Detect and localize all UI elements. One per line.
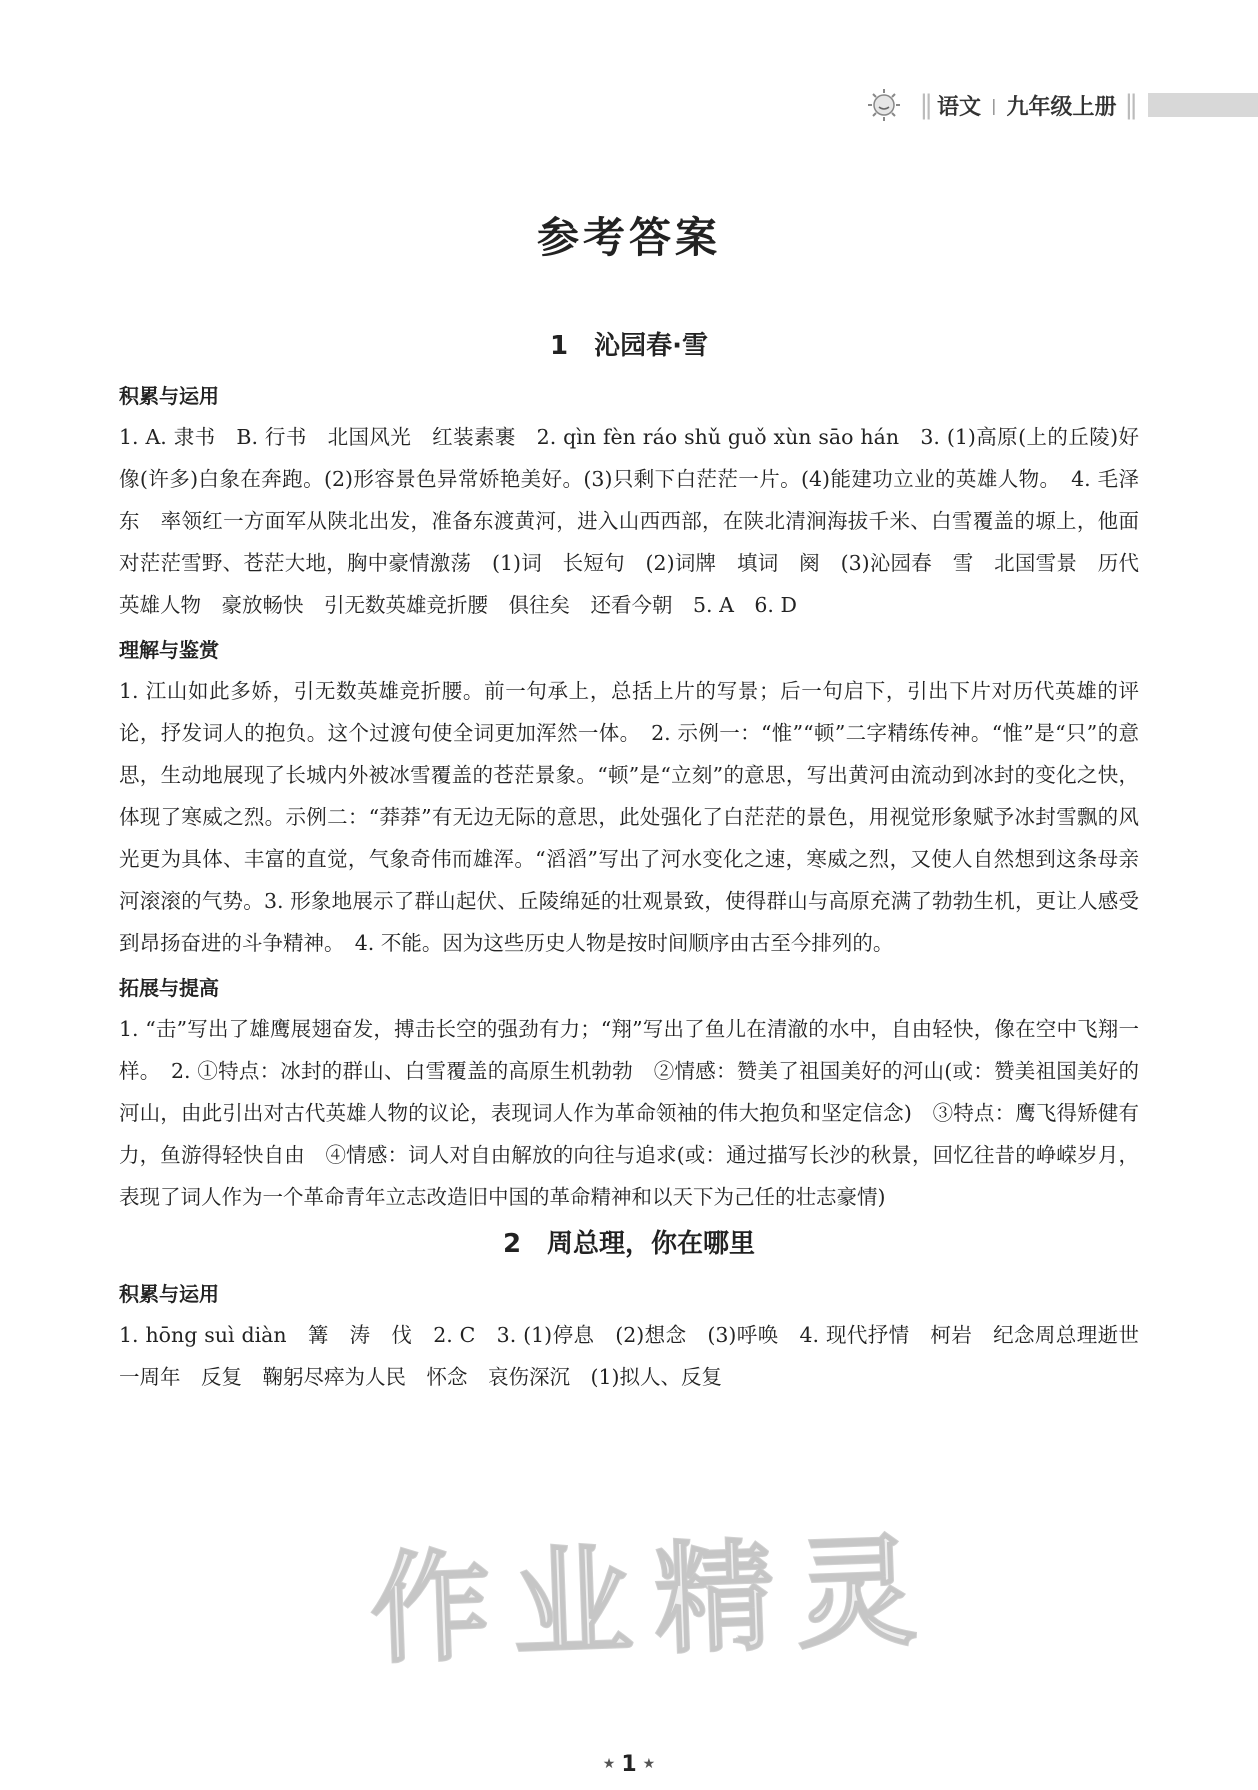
page-title: 参考答案 bbox=[536, 213, 721, 262]
answer-paragraph: 1. 江山如此多娇，引无数英雄竞折腰。前一句承上，总括上片的写景；后一句启下，引出下片对历代英雄的评论，抒发词人的抱负。这个过渡句使全词更加浑然一体。 2. 示例一：“惟”“顿”二字精练传神。“惟”是“只”的意思，生动地展现了长城内外被冰雪覆盖的苍茫景象。“顿”是“立刻”的意思，写出黄河由流动到冰封的变化之快，体现了寒威之烈。示例二：“莽莽”有无边无际的意思，此处强化了白茫茫的景色，用视觉形象赋予冰封雪飘的风光更为具体、丰富的直觉，气象奇伟而雄浑。“滔滔”写出了河水变化之速，寒威之烈，又使人自然想到这条母亲河滚滚的气势。3. 形象地展示了群山起伏、丘陵绵延的壮观景致，使得群山与高原充满了勃勃生机，更让人感受到昂扬奋进的斗争精神。 4. 不能。因为这些历史人物是按时间顺序由古至今排列的。 bbox=[119, 679, 1139, 955]
chapter-heading bbox=[119, 320, 1139, 372]
page-number: 1 bbox=[621, 1752, 637, 1777]
header-divider: || bbox=[1124, 90, 1134, 120]
page-footer bbox=[0, 1752, 1258, 1777]
header-grade: 九年级上册 bbox=[1006, 94, 1117, 120]
header-divider: || bbox=[919, 90, 930, 120]
star-icon: ★ bbox=[602, 1756, 616, 1772]
chapter-number: 1 bbox=[550, 331, 569, 361]
answer-content bbox=[119, 320, 1139, 1398]
chapter-title: 周总理，你在哪里 bbox=[547, 1229, 756, 1259]
watermark: 作业精灵 bbox=[368, 1522, 941, 1681]
section-heading: 拓展与提高 bbox=[119, 976, 219, 1000]
answer-paragraph: 1. A. 隶书 B. 行书 北国风光 红装素裹 2. qìn fèn ráo shǔ guǒ xùn sāo hán 3. (1)高原(上的丘陵)好像(许多)白象在奔跑。(2)形容景色异常娇艳美好。(3)只剩下白茫茫一片。(4)能建功立业的英雄人物。 4. 毛泽东 率领红一方面军从陕北出发，准备东渡黄河，进入山西西部，在陕北清涧海拔千米、白雪覆盖的塬上，他面对茫茫雪野、苍茫大地，胸中豪情激荡 (1)词 长短句 (2)词牌 填词 阕 (3)沁园春 雪 北国雪景 历代英雄人物 豪放畅快 引无数英雄竞折腰 俱往矣 还看今朝 5. A 6. D bbox=[119, 425, 1139, 617]
section-heading: 理解与鉴赏 bbox=[119, 638, 219, 662]
chapter-title: 沁园春·雪 bbox=[594, 331, 708, 361]
header-strip bbox=[1148, 93, 1258, 117]
chapter-heading bbox=[119, 1218, 1139, 1270]
star-icon: ★ bbox=[642, 1756, 656, 1772]
answer-paragraph: 1. hōng suì diàn 篝 涛 伐 2. C 3. (1)停息 (2)想念 (3)呼唤 4. 现代抒情 柯岩 纪念周总理逝世一周年 反复 鞠躬尽瘁为人民 怀念 哀伤深沉 (1)拟人、反复 bbox=[119, 1323, 1139, 1389]
chapter-number: 2 bbox=[502, 1229, 522, 1259]
answer-paragraph: 1. “击”写出了雄鹰展翅奋发，搏击长空的强劲有力；“翔”写出了鱼儿在清澈的水中，自由轻快，像在空中飞翔一样。 2. ①特点：冰封的群山、白雪覆盖的高原生机勃勃 ②情感：赞美了祖国美好的河山(或：赞美祖国美好的河山，由此引出对古代英雄人物的议论，表现词人作为革命领袖的伟大抱负和坚定信念) ③特点：鹰飞得矫健有力，鱼游得轻快自由 ④情感：词人对自由解放的向往与追求(或：通过描写长沙的秋景，回忆往昔的峥嵘岁月，表现了词人作为一个革命青年立志改造旧中国的革命精神和以天下为己任的壮志豪情) bbox=[119, 1017, 1139, 1209]
section-heading: 积累与运用 bbox=[119, 1282, 219, 1306]
section-heading: 积累与运用 bbox=[119, 384, 219, 408]
sun-mascot-icon bbox=[866, 87, 902, 123]
header-subject: 语文 bbox=[937, 94, 982, 120]
page-header bbox=[866, 88, 1258, 122]
header-separator: | bbox=[991, 95, 997, 115]
